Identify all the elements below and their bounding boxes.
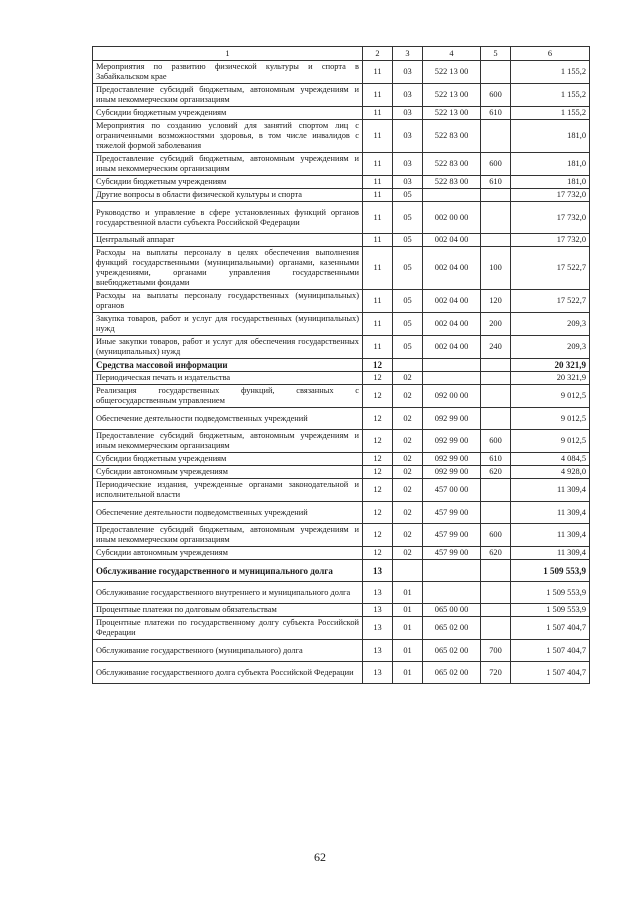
row-expense-type: 600 — [481, 430, 511, 453]
row-section: 13 — [363, 662, 393, 684]
row-section: 12 — [363, 466, 393, 479]
row-subsection — [393, 359, 423, 372]
row-subsection: 05 — [393, 247, 423, 290]
header-col-3: 3 — [393, 47, 423, 61]
row-expense-type: 620 — [481, 547, 511, 560]
row-target-code: 002 04 00 — [423, 247, 481, 290]
row-amount: 17 732,0 — [511, 234, 590, 247]
row-name: Субсидии бюджетным учреждениям — [93, 107, 363, 120]
row-section: 11 — [363, 336, 393, 359]
row-target-code: 002 04 00 — [423, 313, 481, 336]
row-name: Средства массовой информации — [93, 359, 363, 372]
row-target-code: 522 83 00 — [423, 153, 481, 176]
table-row — [93, 359, 590, 372]
row-section: 11 — [363, 153, 393, 176]
row-name: Обслуживание государственного (муниципального) долга — [93, 640, 363, 662]
row-expense-type: 610 — [481, 453, 511, 466]
row-expense-type — [481, 560, 511, 582]
row-name: Обслуживание государственного долга субъекта Российской Федерации — [93, 662, 363, 684]
row-section: 12 — [363, 408, 393, 430]
row-expense-type — [481, 385, 511, 408]
row-section: 12 — [363, 385, 393, 408]
row-subsection: 02 — [393, 453, 423, 466]
row-amount: 1 509 553,9 — [511, 604, 590, 617]
row-subsection: 03 — [393, 176, 423, 189]
row-expense-type — [481, 582, 511, 604]
row-section: 12 — [363, 372, 393, 385]
row-section: 12 — [363, 453, 393, 466]
row-subsection — [393, 560, 423, 582]
row-amount: 1 507 404,7 — [511, 617, 590, 640]
row-expense-type: 600 — [481, 524, 511, 547]
row-target-code: 522 13 00 — [423, 107, 481, 120]
header-col-2: 2 — [363, 47, 393, 61]
row-subsection: 01 — [393, 640, 423, 662]
row-amount: 209,3 — [511, 313, 590, 336]
row-subsection: 01 — [393, 604, 423, 617]
table-row — [93, 479, 590, 502]
table-row — [93, 466, 590, 479]
row-name: Предоставление субсидий бюджетным, автономным учреждениям и иным некоммерческим организациям — [93, 524, 363, 547]
row-section: 12 — [363, 524, 393, 547]
row-amount: 1 155,2 — [511, 84, 590, 107]
table-row — [93, 582, 590, 604]
table-row — [93, 84, 590, 107]
row-amount: 17 732,0 — [511, 202, 590, 234]
row-name: Предоставление субсидий бюджетным, автономным учреждениям и иным некоммерческим организациям — [93, 153, 363, 176]
row-amount: 9 012,5 — [511, 430, 590, 453]
header-col-4: 4 — [423, 47, 481, 61]
row-name: Субсидии бюджетным учреждениям — [93, 176, 363, 189]
row-target-code: 457 00 00 — [423, 479, 481, 502]
header-col-1: 1 — [93, 47, 363, 61]
row-target-code — [423, 189, 481, 202]
row-target-code — [423, 359, 481, 372]
row-expense-type — [481, 479, 511, 502]
row-subsection: 05 — [393, 234, 423, 247]
row-target-code: 065 02 00 — [423, 662, 481, 684]
row-target-code: 457 99 00 — [423, 524, 481, 547]
row-name: Мероприятия по развитию физической культуры и спорта в Забайкальском крае — [93, 61, 363, 84]
row-subsection: 01 — [393, 582, 423, 604]
row-expense-type: 600 — [481, 153, 511, 176]
row-subsection: 02 — [393, 547, 423, 560]
row-target-code: 092 99 00 — [423, 430, 481, 453]
row-section: 11 — [363, 189, 393, 202]
row-expense-type — [481, 617, 511, 640]
row-target-code: 002 04 00 — [423, 290, 481, 313]
row-target-code: 065 02 00 — [423, 617, 481, 640]
row-name: Другие вопросы в области физической культуры и спорта — [93, 189, 363, 202]
row-name: Предоставление субсидий бюджетным, автономным учреждениям и иным некоммерческим организациям — [93, 84, 363, 107]
row-name: Руководство и управление в сфере установленных функций органов государственной власти субъекта Российской Федерации — [93, 202, 363, 234]
row-subsection: 05 — [393, 202, 423, 234]
row-section: 13 — [363, 582, 393, 604]
row-name: Обеспечение деятельности подведомственных учреждений — [93, 502, 363, 524]
row-expense-type — [481, 604, 511, 617]
table-row — [93, 336, 590, 359]
row-target-code: 002 04 00 — [423, 234, 481, 247]
table-row — [93, 617, 590, 640]
row-amount: 11 309,4 — [511, 547, 590, 560]
row-section: 11 — [363, 234, 393, 247]
row-name: Расходы на выплаты персоналу государственных (муниципальных) органов — [93, 290, 363, 313]
row-section: 11 — [363, 290, 393, 313]
row-subsection: 03 — [393, 107, 423, 120]
table-row — [93, 202, 590, 234]
page-number: 62 — [314, 850, 326, 864]
table-row — [93, 502, 590, 524]
row-amount: 1 507 404,7 — [511, 640, 590, 662]
row-section: 11 — [363, 313, 393, 336]
table-row — [93, 290, 590, 313]
table-row — [93, 640, 590, 662]
row-expense-type: 700 — [481, 640, 511, 662]
row-expense-type: 100 — [481, 247, 511, 290]
row-expense-type — [481, 408, 511, 430]
row-target-code: 092 99 00 — [423, 466, 481, 479]
row-subsection: 02 — [393, 502, 423, 524]
row-target-code: 002 00 00 — [423, 202, 481, 234]
row-subsection: 02 — [393, 466, 423, 479]
table-header-row — [93, 47, 590, 61]
table-row — [93, 385, 590, 408]
row-section: 11 — [363, 61, 393, 84]
table-row — [93, 430, 590, 453]
row-amount: 181,0 — [511, 120, 590, 153]
table-row — [93, 408, 590, 430]
row-expense-type: 720 — [481, 662, 511, 684]
row-section: 13 — [363, 640, 393, 662]
row-subsection: 03 — [393, 120, 423, 153]
row-name: Реализация государственных функций, связанных с общегосударственным управлением — [93, 385, 363, 408]
row-subsection: 03 — [393, 61, 423, 84]
row-expense-type — [481, 502, 511, 524]
row-name: Предоставление субсидий бюджетным, автономным учреждениям и иным некоммерческим организациям — [93, 430, 363, 453]
row-name: Обслуживание государственного внутреннего и муниципального долга — [93, 582, 363, 604]
row-name: Процентные платежи по государственному долгу субъекта Российской Федерации — [93, 617, 363, 640]
table-row — [93, 107, 590, 120]
row-section: 11 — [363, 107, 393, 120]
table-row — [93, 662, 590, 684]
row-name: Обеспечение деятельности подведомственных учреждений — [93, 408, 363, 430]
row-name: Мероприятия по созданию условий для занятий спортом лиц с ограниченными возможностями здоровья, в том числе инвалидов с тяжелой формой заболевания — [93, 120, 363, 153]
row-section: 12 — [363, 430, 393, 453]
row-target-code: 522 13 00 — [423, 84, 481, 107]
row-amount: 20 321,9 — [511, 372, 590, 385]
row-subsection: 02 — [393, 479, 423, 502]
table-row — [93, 189, 590, 202]
row-name: Иные закупки товаров, работ и услуг для обеспечения государственных (муниципальных) нужд — [93, 336, 363, 359]
row-section: 11 — [363, 84, 393, 107]
table-row — [93, 247, 590, 290]
row-amount: 17 732,0 — [511, 189, 590, 202]
table-row — [93, 120, 590, 153]
row-amount: 11 309,4 — [511, 524, 590, 547]
row-target-code: 002 04 00 — [423, 336, 481, 359]
row-target-code: 065 00 00 — [423, 604, 481, 617]
header-col-6: 6 — [511, 47, 590, 61]
row-amount: 20 321,9 — [511, 359, 590, 372]
row-target-code — [423, 582, 481, 604]
row-amount: 17 522,7 — [511, 290, 590, 313]
row-expense-type — [481, 61, 511, 84]
row-section: 13 — [363, 560, 393, 582]
row-target-code: 522 13 00 — [423, 61, 481, 84]
row-expense-type: 240 — [481, 336, 511, 359]
row-name: Периодические издания, учрежденные органами законодательной и исполнительной власти — [93, 479, 363, 502]
row-amount: 9 012,5 — [511, 385, 590, 408]
row-subsection: 03 — [393, 153, 423, 176]
row-expense-type — [481, 189, 511, 202]
row-subsection: 01 — [393, 617, 423, 640]
row-subsection: 03 — [393, 84, 423, 107]
table-row — [93, 524, 590, 547]
row-name: Процентные платежи по долговым обязательствам — [93, 604, 363, 617]
row-name: Периодическая печать и издательства — [93, 372, 363, 385]
row-section: 12 — [363, 359, 393, 372]
table-row — [93, 176, 590, 189]
table-row — [93, 604, 590, 617]
row-subsection: 02 — [393, 385, 423, 408]
row-target-code — [423, 372, 481, 385]
row-target-code: 092 99 00 — [423, 408, 481, 430]
table-row — [93, 453, 590, 466]
row-expense-type: 610 — [481, 176, 511, 189]
row-target-code: 065 02 00 — [423, 640, 481, 662]
row-name: Обслуживание государственного и муниципального долга — [93, 560, 363, 582]
row-subsection: 02 — [393, 430, 423, 453]
row-name: Расходы на выплаты персоналу в целях обеспечения выполнения функций государственными (муниципальными) органами, казенными учреждениями, органами управления государственными внебюджетными фондами — [93, 247, 363, 290]
row-amount: 1 507 404,7 — [511, 662, 590, 684]
row-section: 12 — [363, 502, 393, 524]
row-section: 11 — [363, 120, 393, 153]
row-target-code: 522 83 00 — [423, 176, 481, 189]
table-row — [93, 547, 590, 560]
row-amount: 11 309,4 — [511, 479, 590, 502]
row-target-code: 457 99 00 — [423, 502, 481, 524]
row-section: 13 — [363, 617, 393, 640]
row-target-code — [423, 560, 481, 582]
row-subsection: 05 — [393, 189, 423, 202]
row-expense-type: 120 — [481, 290, 511, 313]
header-col-5: 5 — [481, 47, 511, 61]
row-expense-type — [481, 120, 511, 153]
row-section: 12 — [363, 547, 393, 560]
row-amount: 1 155,2 — [511, 107, 590, 120]
row-name: Субсидии бюджетным учреждениям — [93, 453, 363, 466]
table-row — [93, 313, 590, 336]
row-subsection: 01 — [393, 662, 423, 684]
row-subsection: 02 — [393, 372, 423, 385]
row-section: 11 — [363, 247, 393, 290]
row-section: 12 — [363, 479, 393, 502]
row-expense-type: 200 — [481, 313, 511, 336]
row-name: Закупка товаров, работ и услуг для государственных (муниципальных) нужд — [93, 313, 363, 336]
row-subsection: 05 — [393, 313, 423, 336]
row-section: 11 — [363, 202, 393, 234]
table-row — [93, 61, 590, 84]
row-target-code: 092 00 00 — [423, 385, 481, 408]
row-subsection: 05 — [393, 290, 423, 313]
row-name: Субсидии автономным учреждениям — [93, 547, 363, 560]
row-amount: 11 309,4 — [511, 502, 590, 524]
row-subsection: 05 — [393, 336, 423, 359]
row-amount: 181,0 — [511, 176, 590, 189]
row-target-code: 092 99 00 — [423, 453, 481, 466]
row-expense-type: 620 — [481, 466, 511, 479]
row-amount: 4 928,0 — [511, 466, 590, 479]
row-subsection: 02 — [393, 524, 423, 547]
row-amount: 181,0 — [511, 153, 590, 176]
row-amount: 4 084,5 — [511, 453, 590, 466]
row-target-code: 522 83 00 — [423, 120, 481, 153]
row-amount: 209,3 — [511, 336, 590, 359]
table-row — [93, 372, 590, 385]
row-name: Центральный аппарат — [93, 234, 363, 247]
table-row — [93, 153, 590, 176]
row-amount: 17 522,7 — [511, 247, 590, 290]
row-expense-type — [481, 202, 511, 234]
budget-table — [92, 46, 590, 684]
row-amount: 1 509 553,9 — [511, 582, 590, 604]
table-body — [93, 61, 590, 684]
row-expense-type — [481, 372, 511, 385]
row-expense-type: 610 — [481, 107, 511, 120]
row-subsection: 02 — [393, 408, 423, 430]
row-name: Субсидии автономным учреждениям — [93, 466, 363, 479]
row-amount: 1 155,2 — [511, 61, 590, 84]
row-section: 13 — [363, 604, 393, 617]
row-expense-type: 600 — [481, 84, 511, 107]
row-expense-type — [481, 234, 511, 247]
table-row — [93, 560, 590, 582]
row-target-code: 457 99 00 — [423, 547, 481, 560]
row-expense-type — [481, 359, 511, 372]
table-row — [93, 234, 590, 247]
row-section: 11 — [363, 176, 393, 189]
row-amount: 1 509 553,9 — [511, 560, 590, 582]
row-amount: 9 012,5 — [511, 408, 590, 430]
